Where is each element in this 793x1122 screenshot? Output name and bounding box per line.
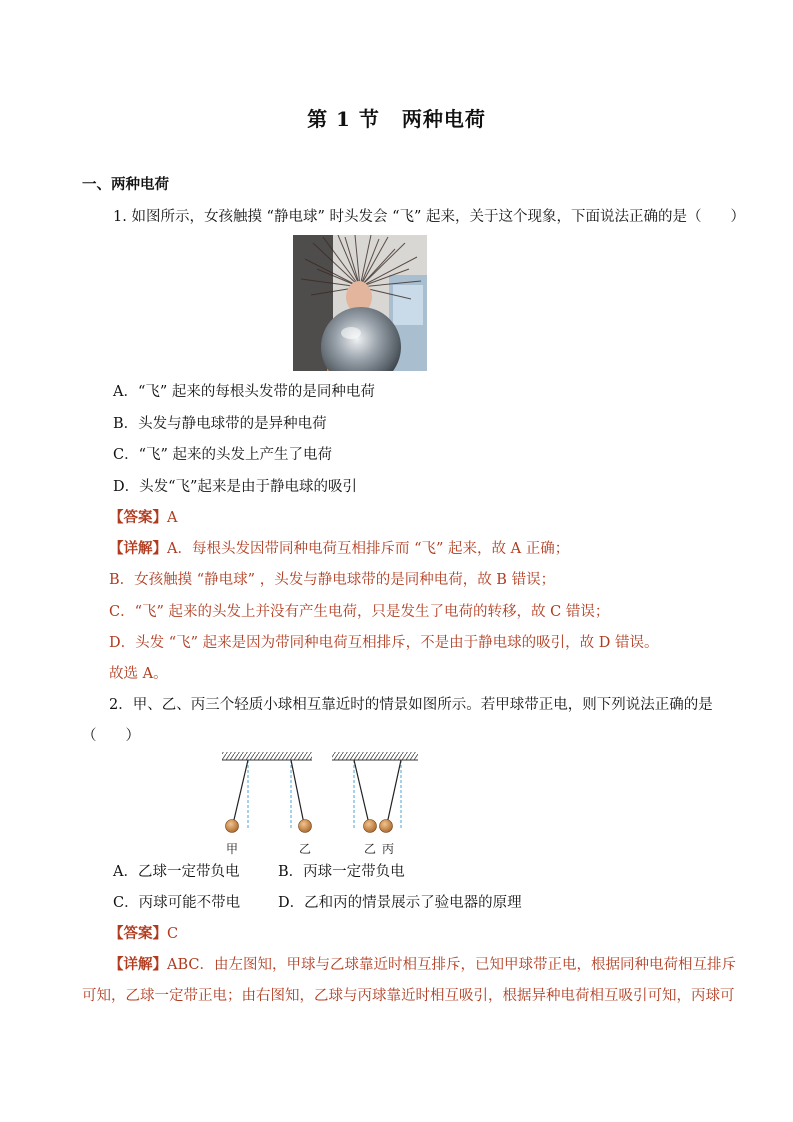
label-jia: 甲 [226,842,239,856]
q1-option-a: A．“飞” 起来的每根头发带的是同种电荷 [113,384,375,400]
q1-answer [109,508,177,528]
q2-option-b: B．丙球一定带负电 [278,864,405,880]
q2-detail-tag: 【详解】 [109,956,167,973]
ball-bing-right [380,820,393,833]
q2-option-d: D．乙和丙的情景展示了验电器的原理 [278,895,522,911]
ball-yi-left [299,820,312,833]
q1-detail-tag: 【详解】 [109,540,167,557]
q2-answer-value: C [167,926,179,942]
title-section-number: 第 1 节 [307,107,380,131]
label-yi-left: 乙 [299,842,312,856]
section-heading: 一、两种电荷 [82,176,169,193]
right-support [332,752,418,760]
q2-detail-line-2: 可知，乙球一定带正电；由右图知，乙球与丙球靠近时相互吸引，根据异种电荷相互吸引可知，丙球可 [82,988,735,1004]
left-support [222,752,312,760]
q2-stem-line-1: 2．甲、乙、丙三个轻质小球相互靠近时的情景如图所示。若甲球带正电，则下列说法正确的是 [109,697,713,713]
q1-answer-tag: 【答案】 [109,509,167,526]
q1-option-b: B．头发与静电球带的是异种电荷 [113,416,327,432]
static-ball-photo [293,235,427,371]
page-title [0,103,793,132]
q1-conclusion: 故选 A。 [109,666,168,682]
q2-option-c: C．丙球可能不带电 [113,895,241,911]
q1-detail-line-1 [109,539,569,559]
q1-option-c: C．“飞” 起来的头发上产生了电荷 [113,447,333,463]
q2-detail-line-1 [109,955,736,975]
q1-option-d: D．头发“飞”起来是由于静电球的吸引 [113,479,357,495]
q2-stem-line-2: （ ） [82,728,140,744]
q1-detail-line-2: B．女孩触摸 “静电球” ，头发与静电球带的是同种电荷，故 B 错误； [109,572,556,588]
pendulum-diagram [218,748,418,860]
q1-detail-text-a: A．每根头发因带同种电荷互相排斥而 “飞” 起来，故 A 正确； [167,541,570,557]
q1-detail-line-3: C．“飞” 起来的头发上并没有产生电荷，只是发生了电荷的转移，故 C 错误； [109,604,610,620]
label-bing: 丙 [382,842,395,856]
ball-yi-right [364,820,377,833]
q2-detail-text-a: ABC．由左图知，甲球与乙球靠近时相互排斥，已知甲球带正电，根据同种电荷相互排斥 [167,957,736,973]
q2-option-a: A．乙球一定带负电 [113,864,240,880]
label-yi-right: 乙 [364,842,377,856]
ball-jia-left [226,820,239,833]
q1-answer-value: A [167,510,178,526]
q1-detail-line-4: D．头发 “飞” 起来是因为带同种电荷互相排斥，不是由于静电球的吸引，故 D 错误。 [109,635,659,651]
title-topic: 两种电荷 [401,107,486,131]
q2-answer-tag: 【答案】 [109,925,167,942]
q2-answer [109,924,178,944]
q1-stem: 1. 如图所示，女孩触摸 “静电球” 时头发会 “飞” 起来，关于这个现象，下面说法正确的是（ ） [113,209,746,225]
